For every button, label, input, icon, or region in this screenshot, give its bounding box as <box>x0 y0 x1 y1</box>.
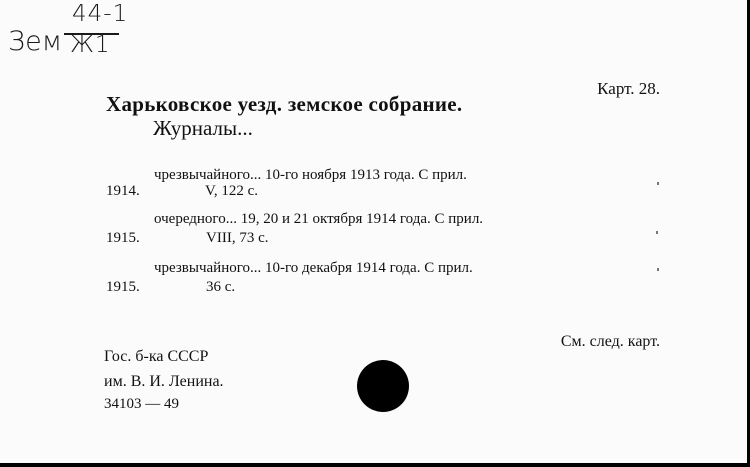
entry-1-description: чрезвычайного... 10-го ноября 1913 года. С прил. <box>154 167 467 183</box>
card-number: Карт. 28. <box>597 79 660 98</box>
shelfmark-top: 44-1 <box>72 1 129 27</box>
library-stamp-line-2: им. В. И. Ленина. <box>104 373 224 390</box>
entry-3-year: 1915. <box>106 279 140 295</box>
library-stamp-line-1: Гос. б-ка СССР <box>104 348 209 365</box>
scan-speck <box>657 268 659 271</box>
entry-3-description: чрезвычайного... 10-го декабря 1914 года. С прил. <box>154 260 473 276</box>
shelfmark-left: Зем <box>8 26 63 57</box>
card-title: Харьковское уезд. земское собрание. <box>106 92 463 116</box>
scan-speck <box>657 182 659 185</box>
entry-2-pages: VIII, 73 с. <box>206 230 269 246</box>
library-stamp-line-3: 34103 — 49 <box>104 396 179 412</box>
scan-speck <box>656 231 658 234</box>
entry-3-pages: 36 с. <box>206 279 236 295</box>
entry-2-year: 1915. <box>106 230 140 246</box>
entry-2-description: очередного... 19, 20 и 21 октября 1914 года. С прил. <box>154 211 484 227</box>
entry-1-pages: V, 122 с. <box>205 183 259 199</box>
see-next-card-note: См. след. карт. <box>560 333 660 350</box>
punch-hole <box>357 360 409 412</box>
entry-1-year: 1914. <box>106 183 140 199</box>
shelfmark-bottom: Ж1 <box>70 32 111 58</box>
card-subtitle: Журналы... <box>153 116 253 140</box>
